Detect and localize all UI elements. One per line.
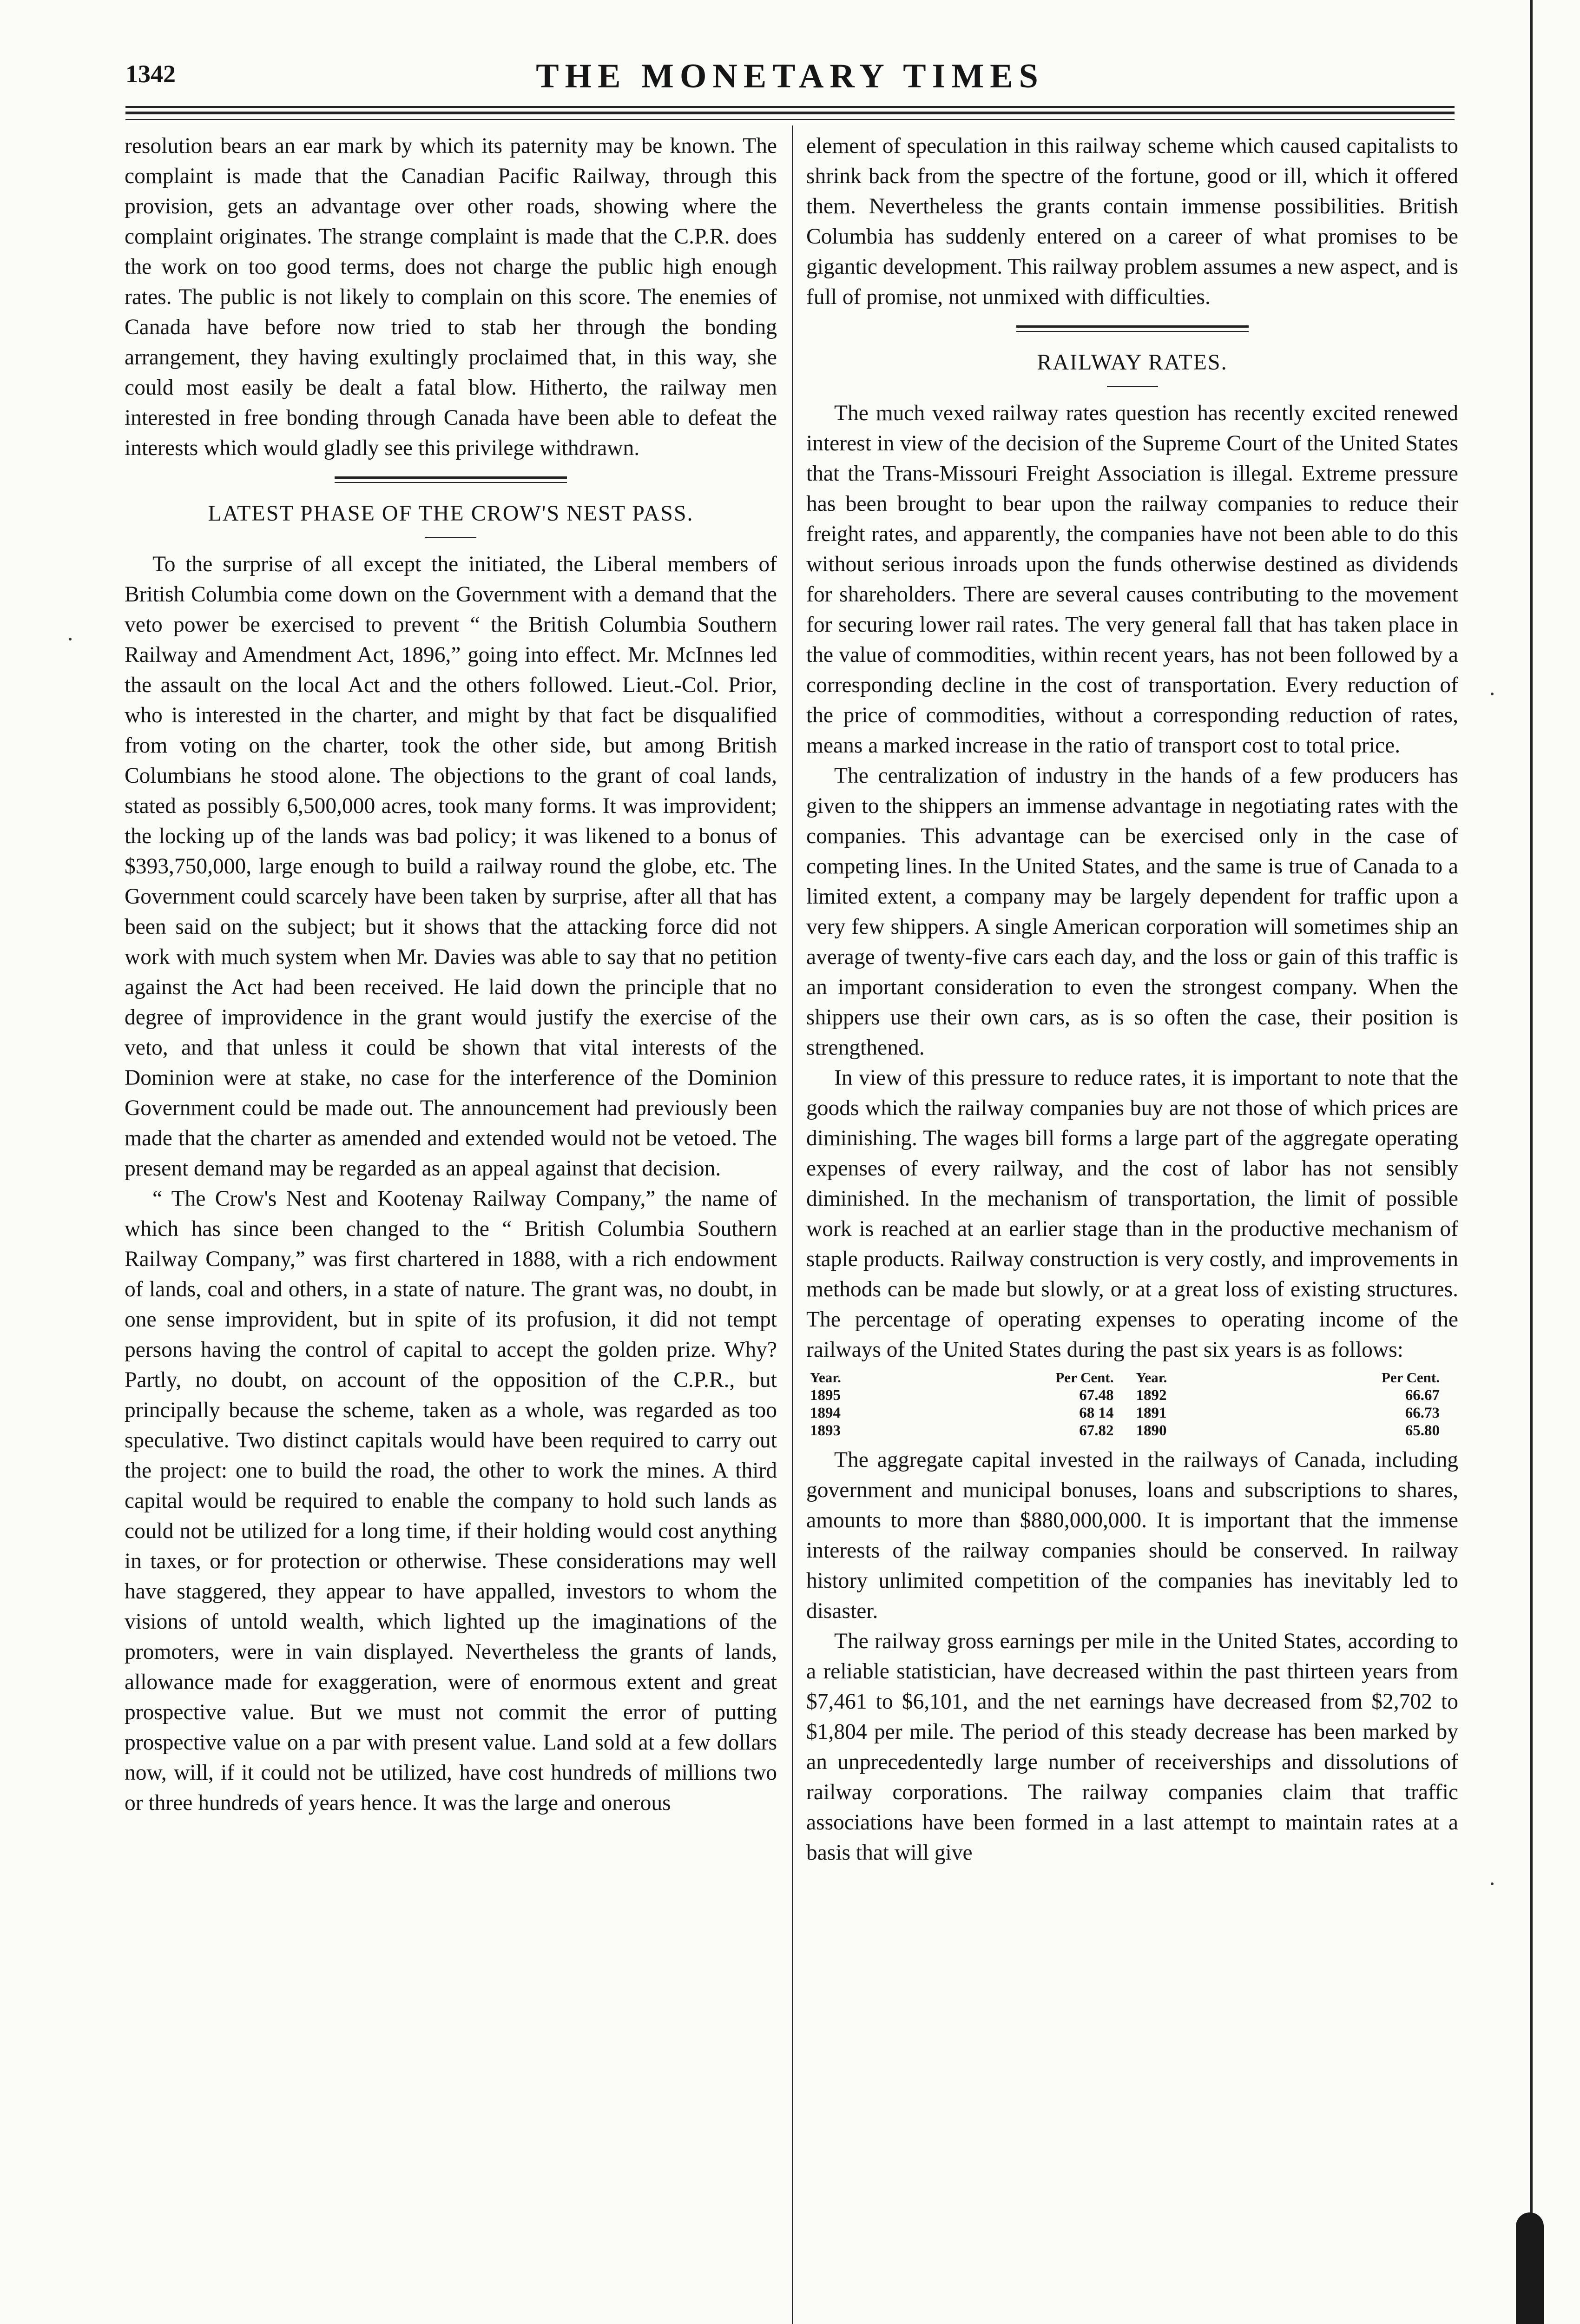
article-separator — [125, 463, 777, 498]
article-paragraph: The railway gross earnings per mile in the United States, according to a reliable statistician, have decreased within the past thirteen years from $7,461 to $6,101, and the net earnings have decreased from $2,702 to $1,804 per mile. The period of this steady decrease has been marked by an unprecedentedly large number of receiverships and dissolutions of railway corporations. The railway companies claim that traffic associations have been formed in a last attempt to maintain rates at a basis that will give — [806, 1629, 1458, 1865]
scan-edge-blot — [1516, 2212, 1544, 2324]
header-rule-bottom — [125, 112, 1455, 114]
table-cell-year: 1890 — [1136, 1422, 1167, 1439]
table-header-year: Year. — [810, 1369, 841, 1386]
operating-expenses-table — [806, 1369, 1458, 1439]
table-cell-percent: 67.82 — [1079, 1422, 1114, 1439]
column-divider — [792, 125, 793, 2324]
table-cell-year: 1894 — [810, 1405, 841, 1421]
table-cell-percent: 66.67 — [1405, 1387, 1440, 1404]
page-number: 1342 — [125, 60, 176, 88]
table-cell-year: 1893 — [810, 1422, 841, 1439]
table-header-percent: Per Cent. — [1055, 1369, 1114, 1386]
article-paragraph: The centralization of industry in the hands of a few producers has given to the shippers an immense advantage in negotiating rates with the companies. This advantage can be exercised only in the case of competing lines. In the United States, and the same is true of Canada to a limited extent, a company may be largely dependent for traffic upon a very few shippers. A single American corporation will sometimes ship an average of twenty-five cars each day, and the loss or gain of this traffic is an important consideration to even the strongest company. When the shippers use their own cars, as is so often the case, their position is strengthened. — [806, 764, 1458, 1060]
article-paragraph: In view of this pressure to reduce rates, it is important to note that the goods which the railway companies buy are not those of which prices are diminishing. The wages bill forms a large part of the aggregate operating expenses of every railway, and the cost of labor has not sensibly diminished. In the mechanism of transportation, the limit of possible work is reached at an earlier stage than in the productive mechanism of staple products. Railway construction is very costly, and improvements in methods can be made but slowly, or at a great loss of existing structures. The percentage of operating expenses to operating income of the railways of the United States during the past six years is as follows: — [806, 1066, 1458, 1362]
scan-speck — [69, 638, 72, 640]
right-column — [806, 131, 1458, 1868]
header-rule-top — [125, 106, 1455, 108]
header-rule-thin — [125, 119, 1455, 120]
left-column — [125, 131, 777, 1818]
table-cell-year: 1892 — [1136, 1387, 1167, 1404]
article-heading-railway-rates: RAILWAY RATES. — [1037, 350, 1228, 375]
table-cell-year: 1895 — [810, 1387, 841, 1404]
scan-speck — [1491, 693, 1494, 695]
article-heading-crows-nest: LATEST PHASE OF THE CROW'S NEST PASS. — [208, 501, 694, 526]
article-separator — [806, 312, 1458, 347]
table-cell-percent: 66.73 — [1405, 1405, 1440, 1421]
table-header-year: Year. — [1136, 1369, 1167, 1386]
left-intro-paragraph: resolution bears an ear mark by which its paternity may be known. The complaint is made that the Canadian Pacific Railway, through this provision, gets an advantage over other roads, showing where the complaint originates. The strange complaint is made that the C.P.R. does the work on too good terms, does not charge the public high enough rates. The public is not likely to complain on this score. The enemies of Canada have before now tried to stab her through the bonding arrangement, they having exultingly proclaimed that, in this way, she could most easily be dealt a fatal blow. Hitherto, the railway men interested in free bonding through Canada have been able to defeat the interests which would gladly see this privilege withdrawn. — [125, 134, 777, 460]
table-row — [806, 1404, 1458, 1422]
article-paragraph: The aggregate capital invested in the railways of Canada, including government and municipal bonuses, loans and subscriptions to shares, amounts to more than $880,000,000. It is important that the immense interests of the railway companies should be conserved. In railway history unlimited competition of the companies has inevitably led to disaster. — [806, 1448, 1458, 1623]
journal-title: THE MONETARY TIMES — [536, 57, 1044, 95]
article-paragraph: The much vexed railway rates question has recently excited renewed interest in view of the decision of the Supreme Court of the United States that the Trans-Missouri Freight Association is illegal. Extreme pressure has been brought to bear upon the railway companies to reduce their freight rates, and apparently, the companies have not been able to do this without serious inroads upon the funds otherwise destined as dividends for shareholders. There are several causes contributing to the movement for securing lower rail rates. The very general fall that has taken place in the value of commodities, within recent years, has not been followed by a corresponding decline in the cost of transportation. Every reduction of the price of commodities, without a corresponding reduction of rates, means a marked increase in the ratio of transport cost to total price. — [806, 401, 1458, 758]
table-header-percent: Per Cent. — [1381, 1369, 1440, 1386]
right-intro-paragraph: element of speculation in this railway scheme which caused capitalists to shrink back from the spectre of the fortune, good or ill, which it offered them. Nevertheless the grants contain immense possibilities. British Columbia has suddenly entered on a career of what promises to be gigantic development. This railway problem assumes a new aspect, and is full of promise, not unmixed with difficulties. — [806, 134, 1458, 309]
table-row — [806, 1386, 1458, 1404]
table-cell-percent: 68 14 — [1079, 1405, 1114, 1421]
article-paragraph: “ The Crow's Nest and Kootenay Railway Company,” the name of which has since been changed to the “ British Columbia Southern Railway Company,” was first chartered in 1888, with a rich endowment of lands, coal and others, in a state of nature. The grant was, no doubt, in one sense improvident, but in spite of its profusion, it did not tempt persons having the control of capital to accept the golden prize. Why? Partly, no doubt, on account of the opposition of the C.P.R., but principally because the scheme, taken as a whole, was regarded as too speculative. Two distinct capitals would have been required to carry out the project: one to build the road, the other to work the mines. A third capital would be required to enable the company to hold such lands as could not be utilized for a long time, if their holding would cost anything in taxes, or for protection or otherwise. These considerations may well have staggered, they appear to have appalled, investors to whom the visions of untold wealth, which lighted up the imaginations of the promoters, were in vain displayed. Nevertheless the grants of lands, allowance made for exaggeration, were of enormous extent and great prospective value. But we must not commit the error of putting prospective value on a par with present value. Land sold at a few dollars now, will, if it could not be utilized, have cost hundreds of millions two or three hundreds of years hence. It was the large and onerous — [125, 1187, 777, 1815]
scan-speck — [1491, 1882, 1494, 1885]
table-cell-percent: 67.48 — [1079, 1387, 1114, 1404]
masthead — [125, 57, 1455, 99]
table-cell-percent: 65.80 — [1405, 1422, 1440, 1439]
article-paragraph: To the surprise of all except the initiated, the Liberal members of British Columbia come down on the Government with a demand that the veto power be exercised to prevent “ the British Columbia Southern Railway and Amendment Act, 1896,” going into effect. Mr. McInnes led the assault on the local Act and the others followed. Lieut.-Col. Prior, who is interested in the charter, and might by that fact be disqualified from voting on the charter, took the other side, but among British Columbians he stood alone. The objections to the grant of coal lands, stated as possibly 6,500,000 acres, took many forms. It was improvident; the locking up of the lands was bad policy; it was likened to a bonus of $393,750,000, large enough to build a railway round the globe, etc. The Government could scarcely have been taken by surprise, after all that has been said on the subject; but it shows that the attacking force did not work with much system when Mr. Davies was able to say that no petition against the Act had been received. He laid down the principle that no degree of improvidence in the grant would justify the exercise of the veto, and that unless it could be shown that vital interests of the Dominion were at stake, no case for the interference of the Dominion Government could be made out. The announcement had previously been made that the charter as amended and extended would not be vetoed. The present demand may be regarded as an appeal against that decision. — [125, 552, 777, 1181]
scan-edge-line — [1530, 0, 1533, 2324]
table-row — [806, 1422, 1458, 1439]
table-cell-year: 1891 — [1136, 1405, 1167, 1421]
heading-underline — [425, 537, 476, 538]
heading-underline — [1107, 386, 1158, 387]
